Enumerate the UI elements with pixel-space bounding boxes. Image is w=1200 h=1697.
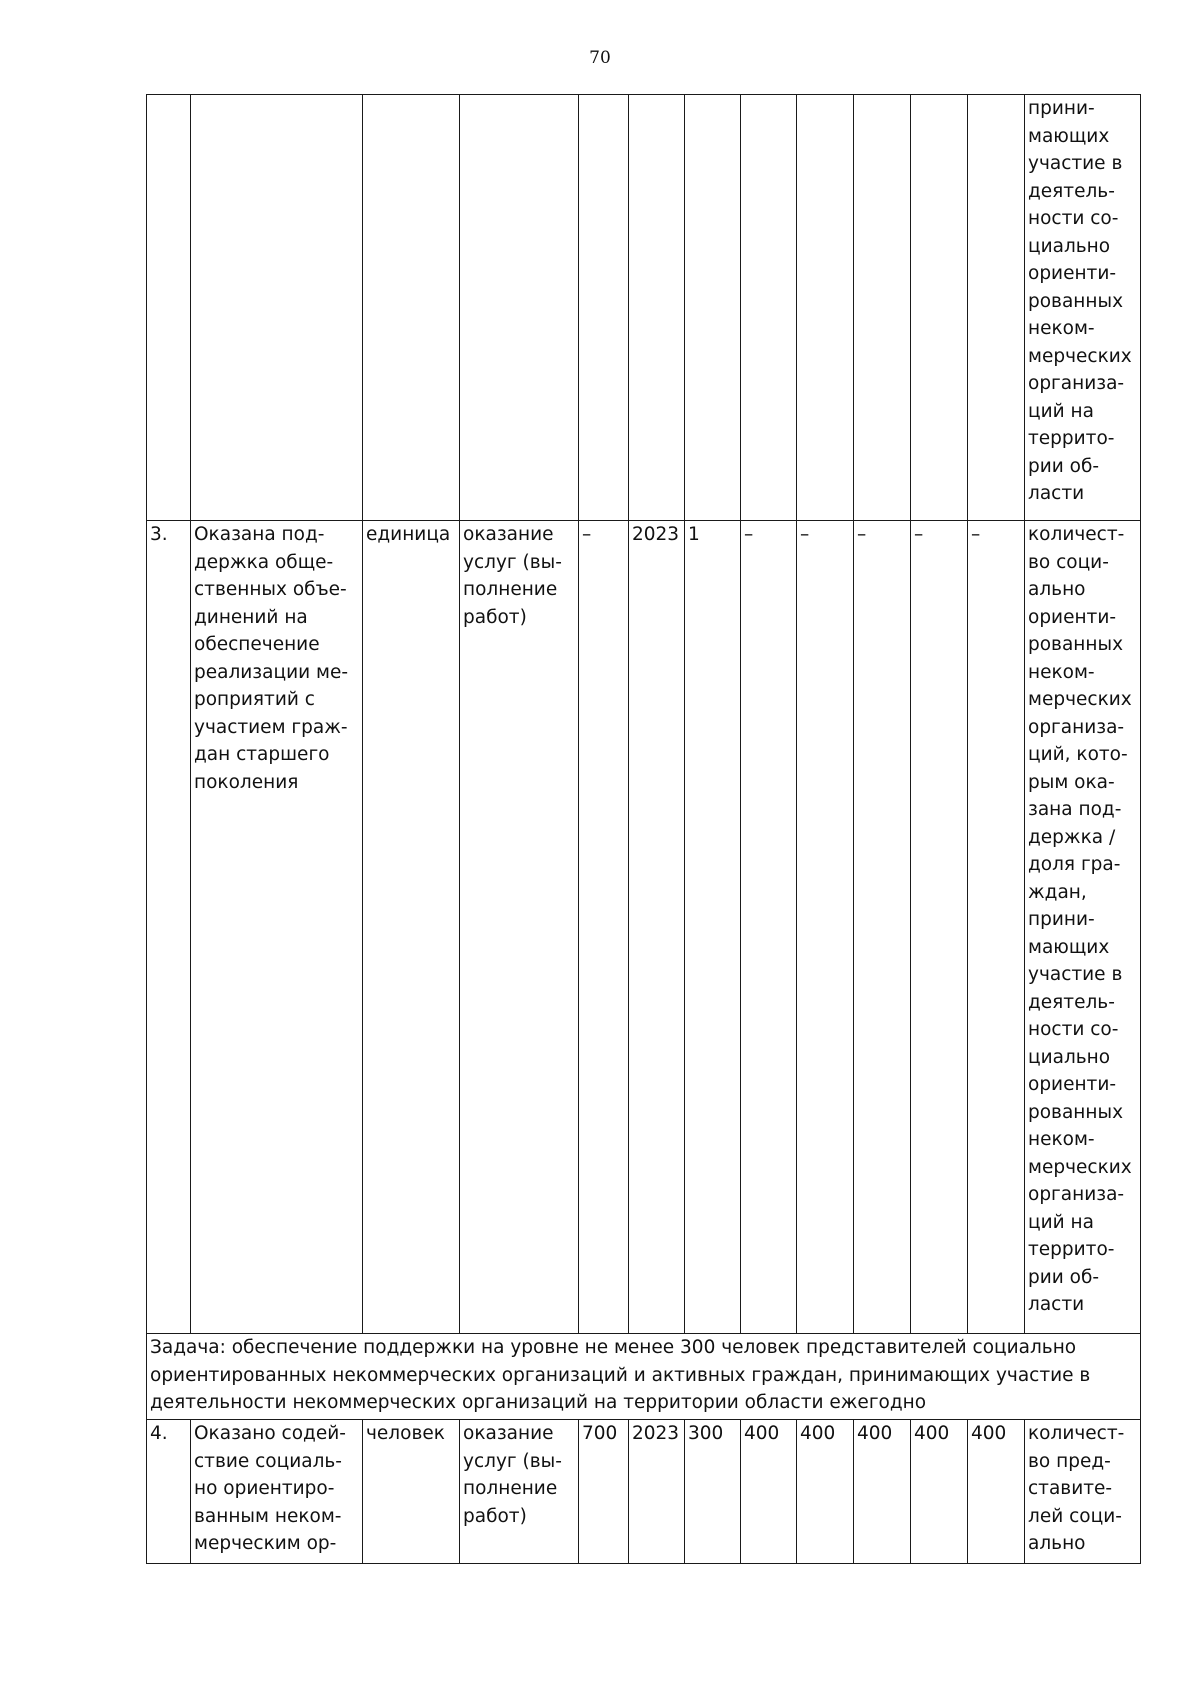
page-number: 70 <box>589 48 611 68</box>
cell-indicator: прини- мающих участие в деятель- ности со- циально ориенти- рованных неком- мерческих организа- ций на террито- рии об- ласти <box>1025 95 1141 521</box>
cell-base-year: 2023 <box>629 1420 685 1564</box>
table-row-3 <box>147 521 1141 1334</box>
cell-value-1: 1 <box>685 521 741 1334</box>
cell-empty <box>968 95 1025 521</box>
cell-empty <box>460 95 579 521</box>
cell-unit: единица <box>363 521 460 1334</box>
cell-value-5: 400 <box>911 1420 968 1564</box>
cell-value-4: 400 <box>854 1420 911 1564</box>
task-description: Задача: обеспечение поддержки на уровне не менее 300 человек представителей социально ориентированных некоммерческих организаций и активных граждан, принимающих участие в деятельности некоммерческих организаций на территории области ежегодно <box>147 1334 1141 1420</box>
cell-empty <box>685 95 741 521</box>
cell-value-1: 300 <box>685 1420 741 1564</box>
cell-value-2: – <box>741 521 797 1334</box>
cell-base-year: 2023 <box>629 521 685 1334</box>
cell-empty <box>147 95 191 521</box>
cell-empty <box>797 95 854 521</box>
cell-num: 3. <box>147 521 191 1334</box>
table-row-4 <box>147 1420 1141 1564</box>
cell-name: Оказана под- держка обще- ственных объе- динений на обеспечение реализации ме- роприятий с участием граж- дан старшего поколения <box>191 521 363 1334</box>
cell-base-value: 700 <box>579 1420 629 1564</box>
cell-value-3: – <box>797 521 854 1334</box>
cell-value-3: 400 <box>797 1420 854 1564</box>
measures-table <box>146 94 1141 1564</box>
cell-empty <box>854 95 911 521</box>
cell-value-6: 400 <box>968 1420 1025 1564</box>
cell-empty <box>629 95 685 521</box>
cell-value-2: 400 <box>741 1420 797 1564</box>
cell-num: 4. <box>147 1420 191 1564</box>
cell-type: оказание услуг (вы- полнение работ) <box>460 521 579 1334</box>
cell-empty <box>363 95 460 521</box>
cell-indicator: количест- во пред- ставите- лей соци- ально <box>1025 1420 1141 1564</box>
cell-empty <box>579 95 629 521</box>
cell-empty <box>741 95 797 521</box>
cell-value-6: – <box>968 521 1025 1334</box>
cell-empty <box>191 95 363 521</box>
cell-type: оказание услуг (вы- полнение работ) <box>460 1420 579 1564</box>
cell-value-4: – <box>854 521 911 1334</box>
cell-indicator: количест- во соци- ально ориенти- рованных неком- мерческих организа- ций, кото- рым ока- зана под- держка / доля гра- ждан, прини- мающих участие в деятель- ности со- циально ориенти- рованных неком- мерческих организа- ций на террито- рии об- ласти <box>1025 521 1141 1334</box>
cell-value-5: – <box>911 521 968 1334</box>
cell-unit: человек <box>363 1420 460 1564</box>
cell-empty <box>911 95 968 521</box>
table-row-continuation <box>147 95 1141 521</box>
cell-name: Оказано содей- ствие социаль- но ориентиро- ванным неком- мерческим ор- <box>191 1420 363 1564</box>
table-row-task <box>147 1334 1141 1420</box>
cell-base-value: – <box>579 521 629 1334</box>
